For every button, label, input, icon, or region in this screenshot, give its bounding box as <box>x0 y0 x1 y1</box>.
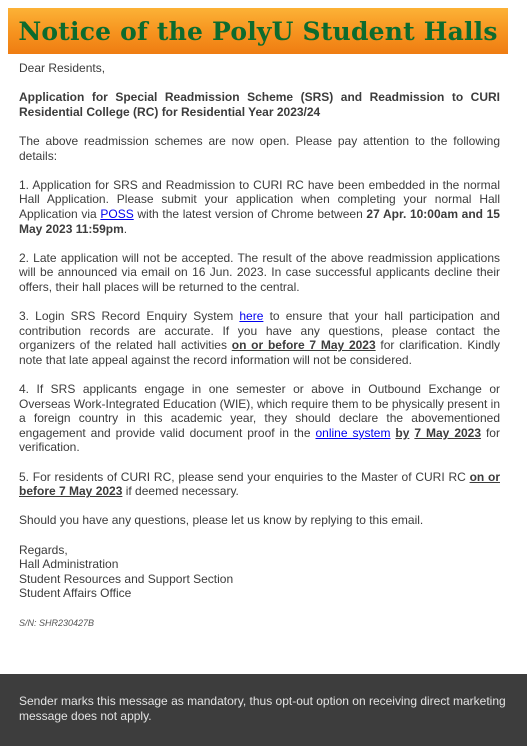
item-5-text-a: 5. For residents of CURI RC, please send your enquiries to the Master of CURI RC <box>19 469 470 484</box>
serial-number: S/N: SHR230427B <box>19 617 95 628</box>
item-1-text-a: 1. Application for SRS and Readmission to CURI RC have been embedded in the normal Hall Application. Please submit your application when completing your normal Hall Application via <box>19 177 500 221</box>
poss-link[interactable]: POSS <box>100 206 134 221</box>
closing-question: Should you have any questions, please let us know by replying to this email. <box>19 513 424 528</box>
srs-enquiry-here-link[interactable]: here <box>239 309 264 324</box>
item-2-paragraph: 2. Late application will not be accepted. The result of the above readmission applications will be announced via email on 16 Jun. 2023. In case successful applicants decline their offers, their hall places will be returned to the central. <box>19 250 500 294</box>
signature-line-2: Student Resources and Support Section <box>19 571 234 586</box>
item-1-text-b: with the latest version of Chrome between <box>133 206 367 221</box>
email-body <box>19 61 500 645</box>
signature-regards: Regards, <box>19 542 68 557</box>
footer-text: Sender marks this message as mandatory, thus opt-out option on receiving direct marketing message does not apply. <box>19 694 506 723</box>
item-4-text-a: 4. If SRS applicants engage in one semester or above in Outbound Exchange or Overseas Work-Integrated Education (WIE), which require them to be physically present in a foreign country in this academic year, they should declare the abovementioned engagement and provide valid document proof in the <box>19 382 500 440</box>
signature-line-1: Hall Administration <box>19 557 119 572</box>
item-1-dates: 27 Apr. 10:00am and 15 May 2023 11:59pm <box>19 206 500 236</box>
email-subject-heading: Application for Special Readmission Scheme (SRS) and Readmission to CURI Residential College (RC) for Residential Year 2023/24 <box>19 90 500 119</box>
item-4-deadline: 7 May 2023 <box>414 425 482 440</box>
item-4-paragraph <box>19 382 500 455</box>
intro-paragraph: The above readmission schemes are now open. Please pay attention to the following details: <box>19 133 500 163</box>
item-1-paragraph <box>19 178 500 236</box>
signature-line-3: Student Affairs Office <box>19 586 132 601</box>
item-4-text-c: for verification. <box>19 425 500 455</box>
item-3-text-a: 3. Login SRS Record Enquiry System <box>19 309 240 324</box>
item-3-deadline: on or before 7 May 2023 <box>231 338 376 353</box>
item-5-text-b: if deemed necessary. <box>122 484 239 499</box>
footer-disclaimer <box>0 674 527 746</box>
item-3-text-c: for clarification. Kindly note that late appeal against the record information will not be considered. <box>19 338 500 367</box>
signature-block <box>19 543 500 601</box>
banner-title: Notice of the PolyU Student Halls <box>18 16 498 46</box>
online-system-link[interactable]: online system <box>315 425 391 440</box>
item-4-by: by <box>395 425 410 440</box>
item-5-deadline: on or before 7 May 2023 <box>19 469 500 499</box>
item-3-paragraph <box>19 309 500 367</box>
item-5-paragraph <box>19 470 500 499</box>
greeting: Dear Residents, <box>19 61 106 75</box>
item-3-text-b: to ensure that your hall participation and contribution records are accurate. If you have any questions, please contact the organizers of the related hall activities <box>19 309 500 353</box>
notice-banner <box>8 8 508 54</box>
item-1-text-c: . <box>123 221 128 236</box>
